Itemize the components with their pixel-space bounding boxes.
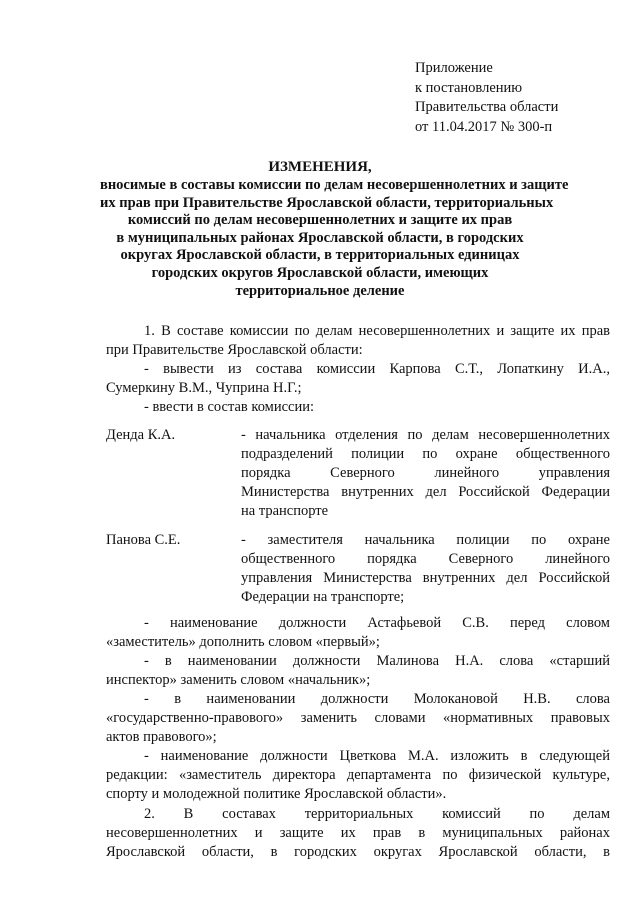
appendix-line: от 11.04.2017 № 300-п [415, 118, 553, 135]
appendix-line: к постановлению [415, 79, 523, 96]
paragraph-line: - наименование должности Астафьевой С.В. перед словом [144, 615, 610, 631]
title-line: в муниципальных районах Ярославской области, в городских [116, 229, 524, 246]
title-line: их прав при Правительстве Ярославской области, территориальных [100, 194, 554, 211]
description-line: - начальника отделения по делам несовершеннолетних [241, 427, 610, 443]
section-2 [106, 805, 610, 862]
paragraph-line: несовершеннолетних и защите их прав в муниципальных районах [106, 825, 610, 841]
title-line: округах Ярославской области, в территориальных единицах [120, 247, 520, 264]
description-line: управления Министерства внутренних дел Российской [241, 570, 610, 586]
section-1 [106, 322, 610, 417]
description-line: Федерации на транспорте; [241, 589, 405, 605]
paragraph-line: Ярославской области, в городских округах Ярославской области, в [106, 844, 610, 860]
appendix-block [415, 59, 625, 137]
description-line: порядка Северного линейного управления [241, 465, 610, 481]
title-heading: ИЗМЕНЕНИЯ, [268, 159, 372, 175]
title-line: вносимые в составы комиссии по делам несовершеннолетних и защите [100, 177, 569, 193]
description-line: общественного порядка Северного линейного [241, 551, 610, 567]
paragraph-line: «заместитель» дополнить словом «первый»; [106, 634, 380, 650]
person-name: Денда К.А. [106, 427, 176, 443]
paragraph-line: «государственно-правового» заменить словами «нормативных правовых [106, 710, 610, 726]
description-line: на транспорте [241, 503, 329, 519]
paragraph-line: Сумеркину В.М., Чуприна Н.Г.; [106, 380, 302, 396]
person-name: Панова С.Е. [106, 532, 181, 548]
paragraph-line: редакции: «заместитель директора департамента по физической культуре, [106, 767, 610, 783]
changes-list [106, 614, 610, 804]
person-entry [106, 531, 610, 611]
title-line: городских округов Ярославской области, имеющих [151, 264, 489, 281]
description-line: Министерства внутренних дел Российской Федерации [241, 484, 610, 500]
appendix-line: Правительства области [415, 99, 559, 115]
paragraph-line: - в наименовании должности Малинова Н.А. слова «старший [144, 653, 610, 669]
person-entry [106, 426, 610, 526]
person-description [241, 531, 610, 607]
description-line: подразделений полиции по охране общественного [241, 446, 610, 462]
title-line: комиссий по делам несовершеннолетних и защите их прав [127, 212, 513, 229]
document-title [100, 157, 569, 300]
paragraph-line: - вывести из состава комиссии Карпова С.Т., Лопаткину И.А., [144, 361, 610, 377]
paragraph-line: актов правового»; [106, 729, 217, 745]
person-description [241, 426, 610, 521]
description-line: - заместителя начальника полиции по охране [241, 532, 610, 548]
paragraph-line: - ввести в состав комиссии: [144, 399, 315, 415]
paragraph-line: - в наименовании должности Молокановой Н.В. слова [144, 691, 610, 707]
paragraph-line: - наименование должности Цветкова М.А. изложить в следующей [144, 748, 610, 764]
paragraph-line: спорту и молодежной политике Ярославской области». [106, 786, 447, 802]
paragraph-line: инспектор» заменить словом «начальник»; [106, 672, 371, 688]
paragraph-line: при Правительстве Ярославской области: [106, 342, 363, 358]
title-line: территориальное деление [235, 282, 405, 299]
appendix-line: Приложение [415, 60, 493, 76]
paragraph-line: 1. В составе комиссии по делам несовершеннолетних и защите их прав [144, 323, 610, 339]
paragraph-line: 2. В составах территориальных комиссий по делам [144, 806, 610, 822]
